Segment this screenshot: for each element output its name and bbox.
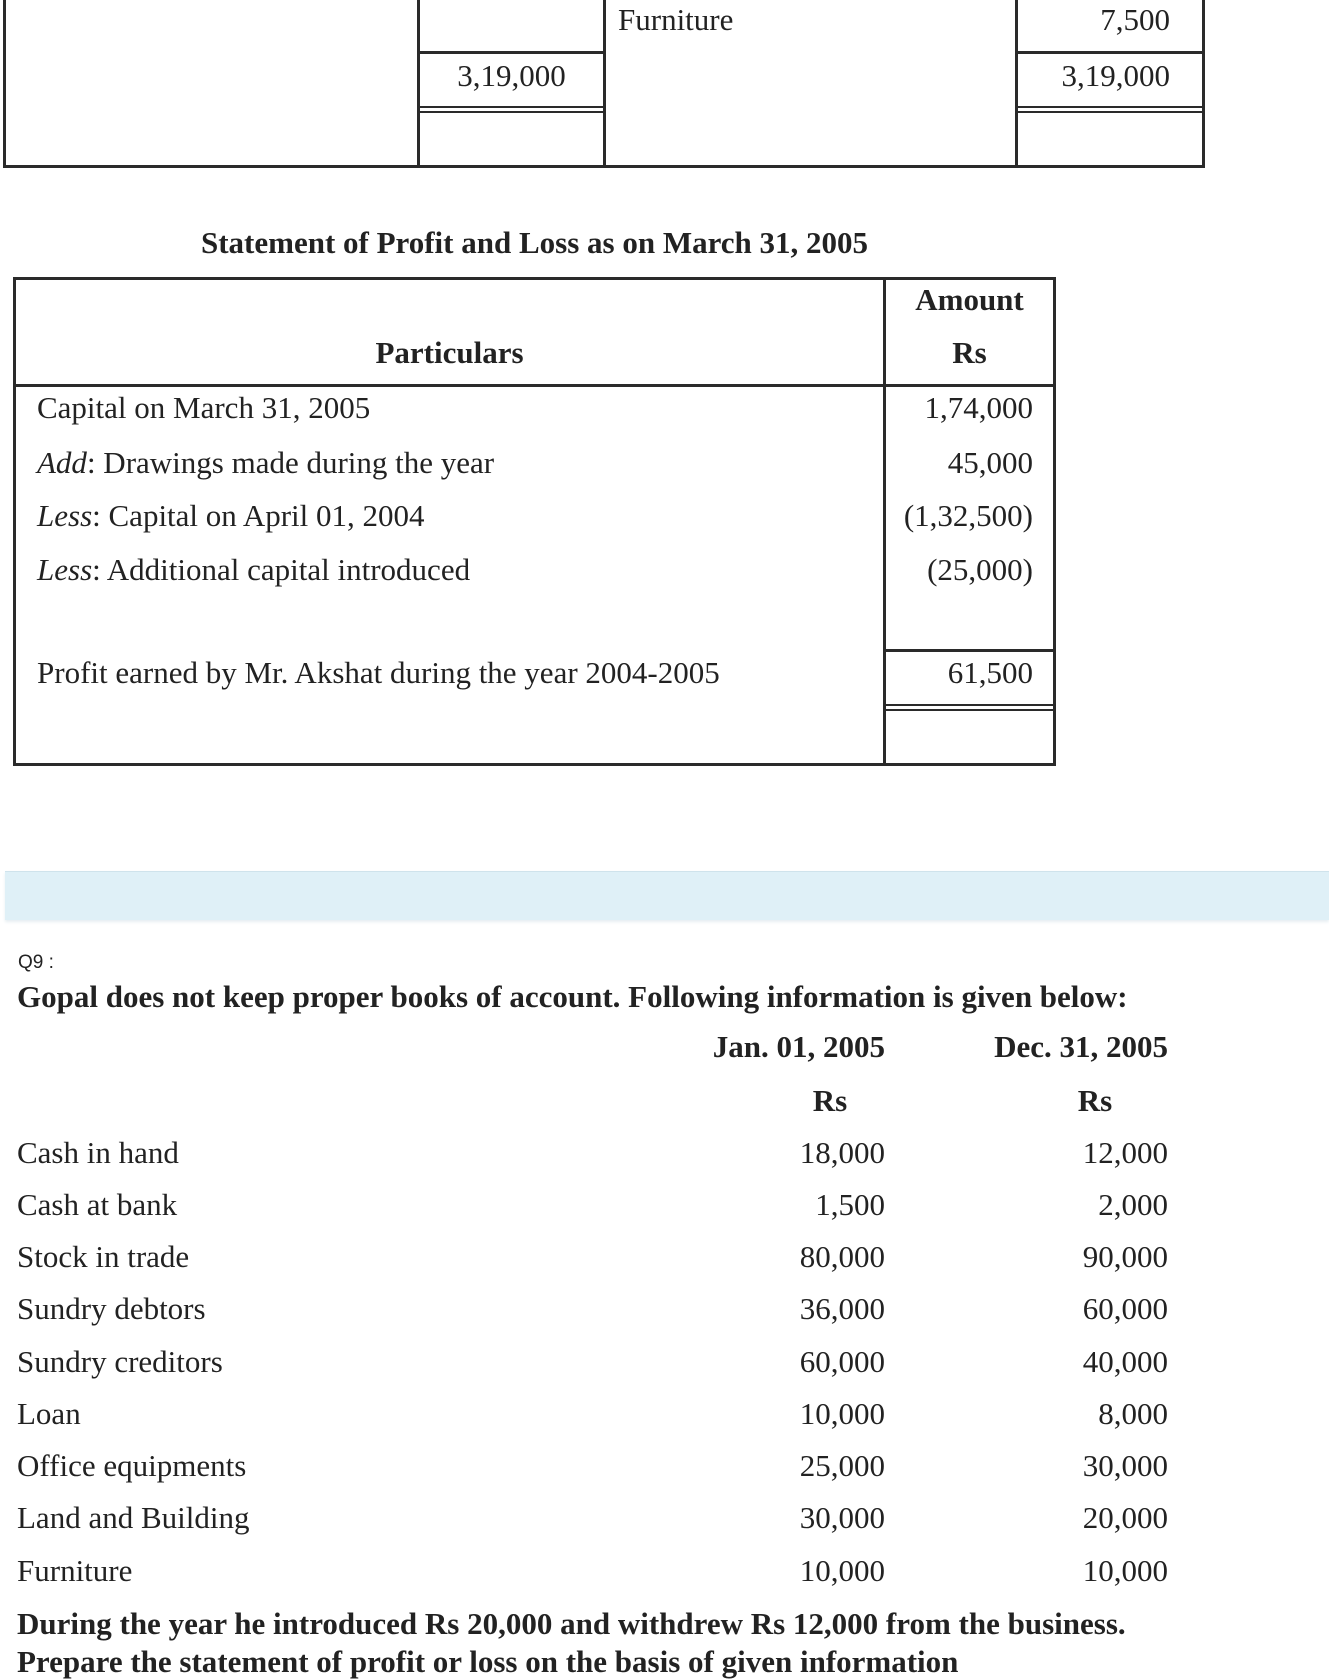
row-label: : Drawings made during the year <box>86 445 495 480</box>
furniture-label: Furniture <box>618 2 734 37</box>
question-number: Q9 : <box>18 952 54 973</box>
row-prefix: Less <box>37 498 93 533</box>
list-item-label: Land and Building <box>17 1500 250 1535</box>
list-item-jan: 30,000 <box>799 1500 885 1535</box>
statement-title: Statement of Profit and Loss as on March 31, 2005 <box>200 225 869 260</box>
col-amount: Amount <box>915 282 1024 317</box>
table-border <box>417 51 606 54</box>
table-border <box>1015 0 1018 168</box>
col-amount-unit: Rs <box>952 335 987 370</box>
double-rule <box>883 709 1056 711</box>
result-label: Profit earned by Mr. Akshat during the year 2004-2005 <box>37 655 720 690</box>
statement-row-label <box>37 552 470 588</box>
list-item-label: Cash in hand <box>17 1135 179 1170</box>
statement-row-label <box>37 498 425 534</box>
list-item-label: Sundry debtors <box>17 1291 206 1326</box>
row-prefix: Add <box>37 445 87 480</box>
list-item-dec: 20,000 <box>1082 1500 1168 1535</box>
list-item-jan: 1,500 <box>815 1187 885 1222</box>
double-rule <box>417 111 606 113</box>
double-rule <box>883 704 1056 706</box>
statement-row-amount: (25,000) <box>927 552 1033 587</box>
unit-jan: Rs <box>812 1083 848 1118</box>
list-item-label: Office equipments <box>17 1448 247 1483</box>
table-border <box>603 0 606 168</box>
statement-row-label <box>37 445 494 481</box>
list-item-dec: 8,000 <box>1098 1396 1168 1431</box>
list-item-label: Loan <box>17 1396 81 1431</box>
list-item-jan: 18,000 <box>799 1135 885 1170</box>
col-particulars: Particulars <box>375 335 524 370</box>
double-rule <box>417 106 606 108</box>
statement-row-label <box>37 390 370 426</box>
furniture-amount: 7,500 <box>1100 2 1170 37</box>
row-label: : Additional capital introduced <box>92 552 471 587</box>
question-separator-band <box>5 871 1329 920</box>
list-item-jan: 10,000 <box>799 1396 885 1431</box>
double-rule <box>1015 111 1205 113</box>
list-item-dec: 40,000 <box>1082 1344 1168 1379</box>
list-item-dec: 90,000 <box>1082 1239 1168 1274</box>
list-item-jan: 10,000 <box>799 1553 885 1588</box>
table-border <box>1202 0 1205 168</box>
statement-row-amount: 45,000 <box>947 445 1033 480</box>
statement-row-amount: 1,74,000 <box>924 390 1033 425</box>
list-item-jan: 25,000 <box>799 1448 885 1483</box>
statement-row-amount: (1,32,500) <box>903 498 1033 533</box>
list-item-dec: 30,000 <box>1082 1448 1168 1483</box>
row-label: : Capital on April 01, 2004 <box>92 498 425 533</box>
list-item-dec: 10,000 <box>1082 1553 1168 1588</box>
question-intro: Gopal does not keep proper books of account. Following information is given below: <box>17 979 1128 1014</box>
unit-dec: Rs <box>1077 1083 1113 1118</box>
list-item-label: Sundry creditors <box>17 1344 223 1379</box>
left-total: 3,19,000 <box>457 58 566 93</box>
row-prefix: Less <box>37 552 93 587</box>
closing-line-2: Prepare the statement of profit or loss on the basis of given information <box>17 1644 959 1679</box>
list-item-jan: 36,000 <box>799 1291 885 1326</box>
double-rule <box>1015 106 1205 108</box>
right-total: 3,19,000 <box>1061 58 1170 93</box>
result-amount: 61,500 <box>947 655 1033 690</box>
col-jan: Jan. 01, 2005 <box>712 1029 885 1064</box>
list-item-label: Furniture <box>17 1553 133 1588</box>
closing-line-1: During the year he introduced Rs 20,000 and withdrew Rs 12,000 from the business. <box>17 1606 1126 1641</box>
list-item-dec: 2,000 <box>1098 1187 1168 1222</box>
table-border <box>13 384 1056 387</box>
list-item-jan: 60,000 <box>799 1344 885 1379</box>
list-item-jan: 80,000 <box>799 1239 885 1274</box>
row-label: Capital on March 31, 2005 <box>37 390 371 425</box>
list-item-label: Cash at bank <box>17 1187 178 1222</box>
table-border <box>3 0 6 168</box>
table-border <box>883 649 1056 652</box>
col-dec: Dec. 31, 2005 <box>994 1029 1168 1064</box>
list-item-label: Stock in trade <box>17 1239 190 1274</box>
list-item-dec: 12,000 <box>1082 1135 1168 1170</box>
table-border <box>1015 51 1205 54</box>
list-item-dec: 60,000 <box>1082 1291 1168 1326</box>
table-border <box>3 165 1205 168</box>
